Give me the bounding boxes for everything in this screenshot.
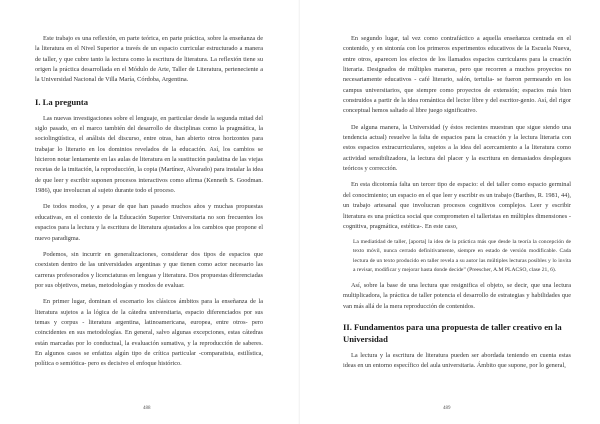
right-text-block: [343, 34, 571, 372]
page-number-right: 489: [443, 406, 451, 411]
body-paragraph: Podemos, sin incurrir en generalizaciones, considerar dos tipos de espacios que coexisten dentro de las universidades argentinas y que tienen como actor necesario las carreras profesorados y licenciaturas en lenguas y literatura. Dos propuestas diferenciadas por sus objetivos, metas, metodologías y modos de evaluar.: [35, 250, 263, 289]
body-paragraph: La lectura y la escritura de literatura pueden ser abordada teniendo en cuenta estas ideas en un entorno específico del aula universitaria. Ámbito que supone, por lo general,: [343, 352, 571, 370]
body-paragraph: En esta dicotomía falta un tercer tipo de espacio: el del taller como espacio germinal del conocimiento; un espacio en el que leer y escribir es un trabajo (Barthes, R. 1981, 44), un trabajo artesanal que involucran procesos cognitivos complejos. Leer y escribir literatura es una práctica social que comprometen el talleristas en múltiples dimensiones -cognitiva, pragmática, estética-. En este caso,: [343, 181, 571, 230]
body-paragraph: De todos modos, y a pesar de que han pasado muchos años y muchas propuestas educativas, en el contexto de la Educación Superior Universitaria no son frecuentes los espacios para la lectura y la escritura de literatura ajustados a los cambios que propone el nuevo paradigma.: [35, 203, 263, 242]
body-paragraph: De alguna manera, la Universidad (y éstos recientes muestran que sigue siendo una tendencia actual) resuelve la falta de espacios para la creación y la lectura literaria con estos espacios extracurriculares, sujetos a la idea del acercamiento a la literatura como actividad sensibilizadora, la lectura del placer y la escritura en demasiados desplegues teóricos y corrección.: [343, 123, 571, 173]
body-paragraph: Las nuevas investigaciones sobre el lenguaje, en particular desde la segunda mitad del siglo pasado, en el marco también del desarrollo de disciplinas como la pragmática, la sociolingüística, el análisis del discurso, entre otras, han abierto otros horizontes para trabajar lo literario en los dominios revelados de la educación. Así, los cambios se hicieron notar lentamente en las aulas de literatura en la sustitución paulatina de las viejas recetas de la imitación, la reproducción, la copia (Martínez, Alvarado) para instalar la idea de que leer y escribir suponen procesos interactivos como afirma (Kenneth S. Goodman. 1986), que involucran al sujeto durante todo el proceso.: [35, 114, 263, 195]
intro-paragraph: Este trabajo es una reflexión, en parte teórica, en parte práctica, sobre la enseñanza de la literatura en el Nivel Superior a través de un espacio curricular estructurado a manera de taller, y que cubre tanto la lectura como la escritura de literatura. La reflexión tiene su origen la práctica desarrollada en el Módulo de Arte, Taller de Literatura, perteneciente a la Universidad Nacional de Villa María, Córdoba, Argentina.: [35, 35, 263, 84]
right-page: [300, 0, 600, 424]
block-quote: La mediatidad de taller, [aporta] la idea de la práctica más que desde la teoría la concepción de texto móvil, nunca cerrado definitivamente, siempre en estado de versión modificable. Cada lectura de un texto producido en taller revela a su autor las múltiples lecturas posibles y lo invita a revisar, modificar y mejorar hasta donde decide” (Preescher, A.M PLACSO, clase 21, 6).: [353, 239, 571, 273]
left-text-block: [35, 34, 263, 370]
section-heading-fundamentos: II. Fundamentos para una propuesta de taller creativo en la Universidad: [343, 322, 562, 344]
section-heading-la-pregunta: I. La pregunta: [35, 96, 89, 107]
body-paragraph: En segundo lugar, tal vez como contrafáctico a aquella enseñanza centrada en el contenido, y en sintonía con los primeros experimentos educativos de la Escuela Nueva, entre otros, aparecen los efectos de los llamados espacios curriculares para la creación literaria. Designados de múltiples maneras, pero que recorren a muchos proyectos no necesariamente educativos - café literario, salón, tertulia- se fueron permeando en los campus universitarios, que siempre como proyectos de extensión; espacios más bien construidos a partir de la idea romántica del lector libre y del escritor-genio. Así, del rigor conceptual hemos saltado al libre juego significativo.: [343, 35, 571, 115]
body-paragraph: En primer lugar, dominan el escenario los clásicos ámbitos para la enseñanza de la literatura sujetos a la lógica de la cátedra universitaria, espacio diferenciados por sus temas y corpus - literatura argentina, latinoamericana, europea, entre otros- pero coincidentes en sus metodologías. En general, salvo algunas excepciones, estas cátedras están marcadas por lo conductual, la evaluación sumativa, y la reproducción de saberes. En algunos casos se enfatiza algún tipo de crítica particular -comparatista, estilística, política o semiótica- pero es decisivo el enfoque histórico.: [35, 298, 263, 368]
body-paragraph: Así, sobre la base de una lectura que resignifica el objeto, se decir, que una lectura multiplicadora, la práctica de taller potencia el desarrollo de estrategias y habilidades que van más allá de la mera reproducción de contenidos.: [343, 282, 571, 310]
page-number-left: 488: [143, 406, 151, 411]
